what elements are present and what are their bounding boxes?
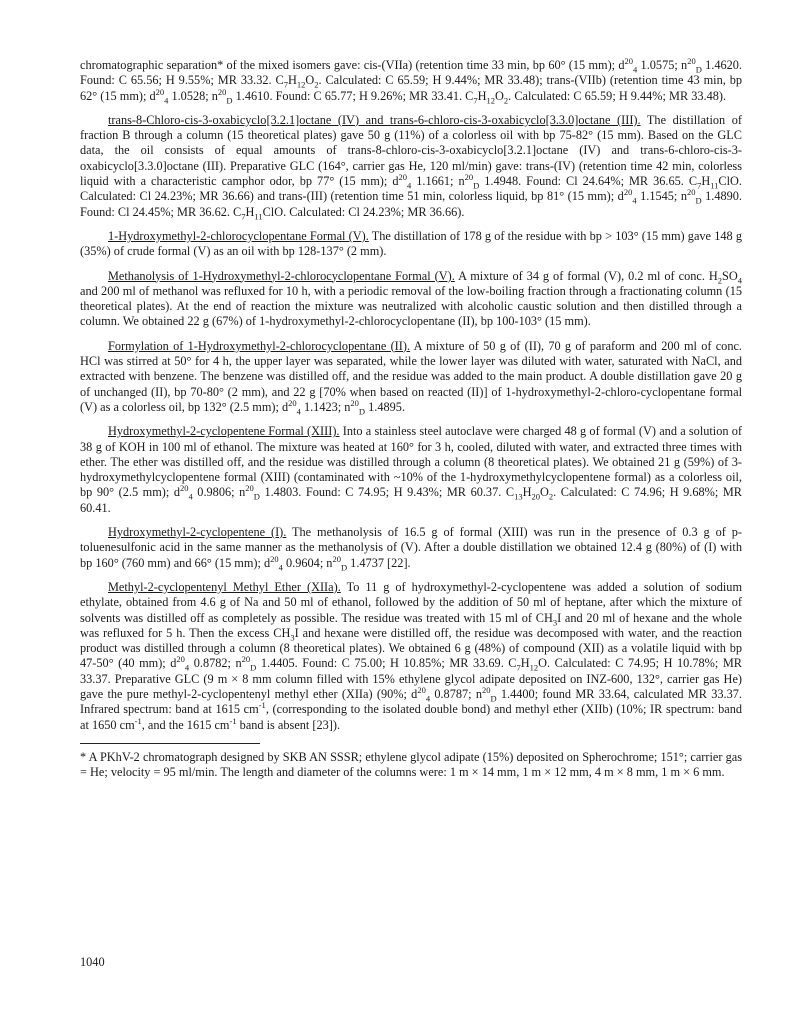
- paragraph-1: [80, 55, 743, 106]
- paragraph-6: [80, 424, 742, 516]
- paragraph-7-heading: Hydroxymethyl-2-cyclopentene (I).: [108, 525, 287, 540]
- paragraph-7: [80, 525, 742, 571]
- paragraph-2-text: The distillation of fraction B through a column (15 theoretical plates) gave 50 g (11%) of a colorless oil with bp 75-82° (15 mm). Based on the GLC data, the oil consists of equal amounts of trans-8-chloro-cis-3-oxabicyclo[3.2.1]octane (IV) and trans-6-chloro-cis-3-oxabicyclo[3.3.0]octane (III). Preparative GLC (164°, carrier gas He, 120 ml/min) gave: trans-(IV) (retention time 42 min, colorless liquid with a characteristic camphor odor, bp 77° (15 mm); $d^{20}_4$ 1.1661; $n^{20}_D$ 1.4948. Found: Cl 24.64%; MR 36.65. $C_7H_{11}ClO$. Calculated: Cl 24.23%; MR 36.66) and trans-(III) (retention time 51 min, colorless liquid, bp 81° (15 mm); $d^{20}_4$ 1.1545; $n^{20}_D$ 1.4890. Found: Cl 24.45%; MR 36.62. $C_7H_{11}ClO$. Calculated: Cl 24.23%; MR 36.66).: [80, 112, 742, 222]
- paragraph-6-text: Into a stainless steel autoclave were charged 48 g of formal (V) and a solution of 38 g of KOH in 100 ml of ethanol. The mixture was heated at 160° for 3 h, cooled, diluted with water, and extracted three times with ether. The ether was distilled off, and the residue was distilled through a column (8 theoretical plates). We obtained 21 g (59%) of 3-hydroxymethylcyclopentene formal (XIII) (contaminated with ~10% of the 1-hydroxymethylcyclopentene formal) as a colorless oil, bp 90° (2.5 mm); $d^{20}_4$ 0.9806; $n^{20}_D$ 1.4803. Found: C 74.95; H 9.43%; MR 60.37. $C_{13}H_{20}O_2$. Calculated: C 74.96; H 9.68%; MR 60.41.: [80, 424, 743, 515]
- paragraph-3-text: The distillation of 178 g of the residue with bp > 103° (15 mm) gave 148 g (35%) of crude formal (V) as an oil with bp 128-137° (2 mm).: [80, 228, 742, 259]
- paragraph-4-heading: Methanolysis of 1-Hydroxymethyl-2-chlorocyclopentane Formal (V).: [108, 268, 455, 283]
- paragraph-8-heading: Methyl-2-cyclopentenyl Methyl Ether (XIIa).: [108, 579, 341, 594]
- page-body: [80, 55, 743, 780]
- paragraph-8-text: To 11 g of hydroxymethyl-2-cyclopentene was added a solution of sodium ethylate, obtained from 4.6 g of Na and 50 ml of ethanol, followed by the addition of 50 ml of heptane, after which the mixture of solvents was distilled off as completely as possible. The residue was treated with 15 ml of $CH_3I$ and 20 ml of hexane and the whole was refluxed for 5 h. Then the excess $CH_3I$ and hexane were distilled off, the residue was decomposed with water, and the reaction product was distilled through a column (8 theoretical plates). We obtained 6 g (48%) of compound (XII) as a volatile liquid with bp 47-50° (40 mm); $d^{20}_4$ 0.8782; $n^{20}_D$ 1.4405. Found: C 75.00; H 10.85%; MR 33.69. $C_7H_{12}O$. Calculated: C 74.95; H 10.78%; MR 33.37. Preparative GLC (9 m × 8 mm column filled with 15% ethylene glycol adipate deposited on INZ-600, 132°, carrier gas He) gave the pure methyl-2-cyclopentenyl methyl ether (XIIa) (90%; $d^{20}_4$ 0.8787; $n^{20}_D$ 1.4400; found MR 33.64, calculated MR 33.37. Infrared spectrum: band at 1615 $cm^{-1}$, (corresponding to the isolated double bond) and methyl ether (XIIb) (10%; IR spectrum: band at 1650 $cm^{-1}$, and the 1615 $cm^{-1}$ band is absent [23]).: [80, 579, 743, 732]
- paragraph-6-heading: Hydroxymethyl-2-cyclopentene Formal (XIII).: [108, 424, 340, 439]
- paragraph-3: [80, 229, 742, 260]
- paragraph-3-heading: 1-Hydroxymethyl-2-chlorocyclopentane Formal (V).: [108, 228, 369, 243]
- paragraph-7-text: The methanolysis of 16.5 g of formal (XIII) was run in the presence of 0.3 g of p-toluenesulfonic acid in the same manner as the methanolysis of (V). After a double distillation we obtained 12.4 g (80%) of (I) with bp 160° (760 mm) and 66° (15 mm); $d^{20}_4$ 0.9604; $n^{20}_D$ 1.4737 [22].: [80, 525, 742, 573]
- footnote-divider: [80, 743, 260, 744]
- paragraph-5: [80, 339, 742, 415]
- paragraph-5-text: A mixture of 50 g of (II), 70 g of paraform and 200 ml of conc. HCl was stirred at 50° for 4 h, the upper layer was separated, while the lower layer was diluted with water, saturated with NaCl, and extracted with benzene. The benzene was distilled off, and the residue was added to the main product. A double distillation gave 20 g of unchanged (II), bp 70-80° (2 mm), and 22 g [70% when based on reacted (II)] of 1-hydroxymethyl-2-chloro-cyclopentane formal (V) as a colorless oil, bp 132° (2.5 mm); $d^{20}_4$ 1.1423; $n^{20}_D$ 1.4895.: [80, 338, 742, 417]
- paragraph-2-heading: trans-8-Chloro-cis-3-oxabicyclo[3.2.1]octane (IV) and trans-6-chloro-cis-3-oxabicyclo[3.3.0]octane (III).: [108, 112, 641, 127]
- paragraph-8: [80, 580, 742, 733]
- paragraph-4: [80, 269, 742, 330]
- page-number: 1040: [80, 955, 105, 969]
- paragraph-2: [80, 113, 742, 220]
- footnote: * A PKhV-2 chromatograph designed by SKB AN SSSR; ethylene glycol adipate (15%) deposited on Spherochrome; 151°; carrier gas = He; velocity = 95 ml/min. The length and diameter of the columns were: 1 m × 14 mm, 1 m × 12 mm, 4 m × 8 mm, 1 m × 6 mm.: [80, 749, 742, 780]
- paragraph-1-text: chromatographic separation* of the mixed isomers gave: cis-(VIIa) (retention time 33 min, bp 60° (15 mm); $d^{20}_4$ 1.0575; $n^{20}_D$ 1.4620. Found: C 65.56; H 9.55%; MR 33.32. $C_7H_{12}O_2$. Calculated: C 65.59; H 9.44%; MR 33.48); trans-(VIIb) (retention time 43 min, bp 62° (15 mm); $d^{20}_4$ 1.0528; $n^{20}_D$ 1.4610. Found: C 65.77; H 9.26%; MR 33.41. $C_7H_{12}O_2$. Calculated: C 65.59; H 9.44%; MR 33.48).: [80, 55, 743, 106]
- paragraph-5-heading: Formylation of 1-Hydroxymethyl-2-chlorocyclopentane (II).: [108, 338, 411, 353]
- paragraph-4-text: A mixture of 34 g of formal (V), 0.2 ml of conc. $H_2SO_4$ and 200 ml of methanol was refluxed for 10 h, with a periodic removal of the low-boiling fraction through a fractionating column (15 theoretical plates). At the end of reaction the mixture was neutralized with alcoholic caustic solution and then distilled through a column. We obtained 22 g (67%) of 1-hydroxymethyl-2-chlorocyclopentane (II), bp 100-103° (15 mm).: [80, 268, 742, 329]
